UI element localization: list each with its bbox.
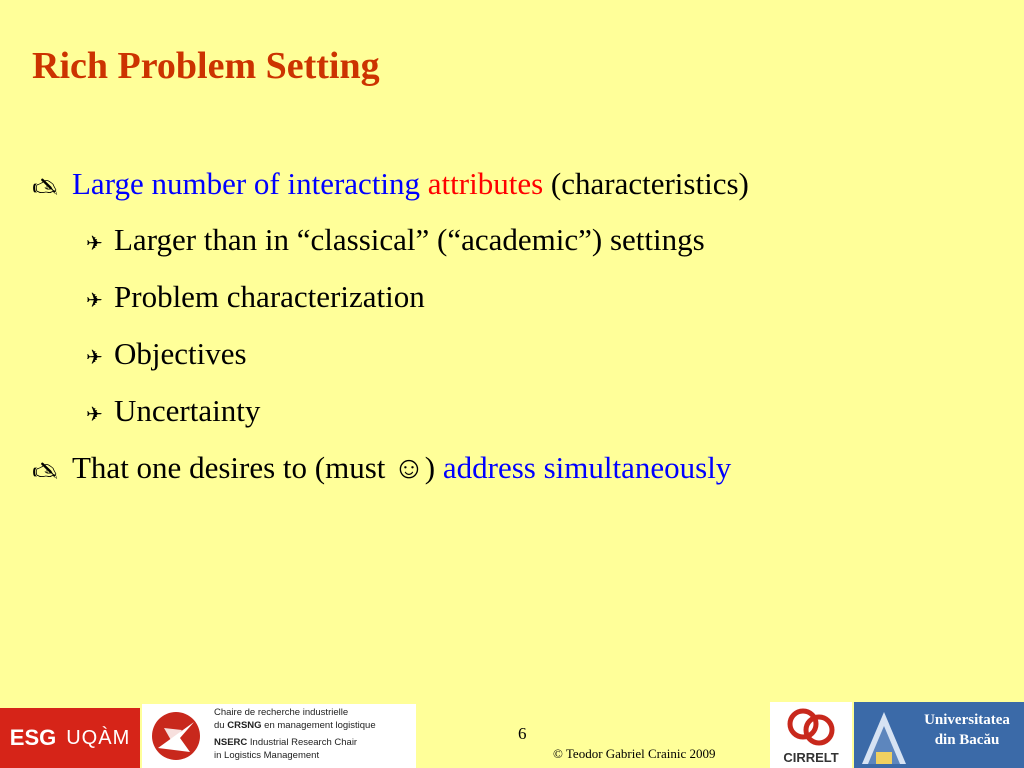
slide-footer — [0, 700, 1024, 768]
bullet-text-black: (characteristics) — [550, 166, 749, 201]
sub-bullet — [86, 279, 425, 315]
esg-uqam-logo — [0, 708, 140, 768]
airplane-bullet-icon: ✈ — [86, 345, 103, 369]
airplane-bullet-icon: ✈ — [86, 402, 103, 426]
ub-line-2: din Bacău — [934, 732, 1000, 748]
sub-bullet — [86, 393, 260, 429]
sub-bullet-text: Uncertainty — [114, 393, 261, 428]
smiley-icon: ☺ — [393, 450, 425, 485]
universitatea-bacau-logo — [854, 702, 1024, 768]
cirrelt-logo — [770, 702, 852, 768]
bullet-text-blue: address simultaneously — [442, 450, 732, 485]
crsng-line-3 — [214, 737, 376, 750]
pencil-bullet-icon: 🖎 — [32, 459, 59, 484]
slide-title: Rich Problem Setting — [32, 45, 380, 87]
sub-bullet-text: Larger than in “classical” (“academic”) settings — [114, 222, 705, 257]
bullet-attributes — [32, 166, 749, 208]
sub-bullet-text: Objectives — [114, 336, 247, 371]
crsng-logo-text — [214, 707, 376, 762]
copyright-text: © Teodor Gabriel Crainic 2009 — [553, 746, 716, 761]
ub-line-1: Universitatea — [924, 712, 1010, 728]
cirrelt-logo-text: CIRRELT — [783, 750, 839, 765]
crsng-line-3-bold: NSERC — [214, 737, 248, 748]
uqam-logo-text: UQÀM — [66, 726, 131, 749]
pencil-bullet-icon: 🖎 — [32, 175, 59, 200]
crsng-line-4: in Logistics Management — [214, 749, 320, 761]
crsng-line-2-suffix: en management logistique — [264, 719, 376, 731]
bullet-text-paren: ) — [424, 450, 436, 485]
bullet-simultaneous — [32, 450, 731, 492]
bullet-text-red: attributes — [427, 166, 544, 201]
crsng-mark-icon — [150, 708, 202, 764]
bullet-text-black: That one desires to (must — [72, 450, 386, 485]
crsng-line-2 — [214, 720, 376, 733]
bullet-text-blue: Large number of interacting — [72, 166, 421, 201]
crsng-line-1: Chaire de recherche industrielle — [214, 707, 349, 718]
esg-logo-text: ESG — [9, 725, 57, 750]
ub-logo-text — [912, 710, 1022, 750]
crsng-line-2-prefix: du — [214, 719, 225, 731]
sub-bullet — [86, 222, 705, 258]
crsng-line-2-bold: CRSNG — [227, 719, 262, 731]
crsng-line-3-suffix: Industrial Research Chair — [249, 737, 358, 748]
airplane-bullet-icon: ✈ — [86, 288, 103, 312]
sub-bullet — [86, 336, 247, 372]
page-number: 6 — [518, 724, 527, 743]
airplane-bullet-icon: ✈ — [86, 231, 103, 255]
crsng-chair-logo — [142, 704, 416, 768]
sub-bullet-text: Problem characterization — [114, 279, 425, 314]
